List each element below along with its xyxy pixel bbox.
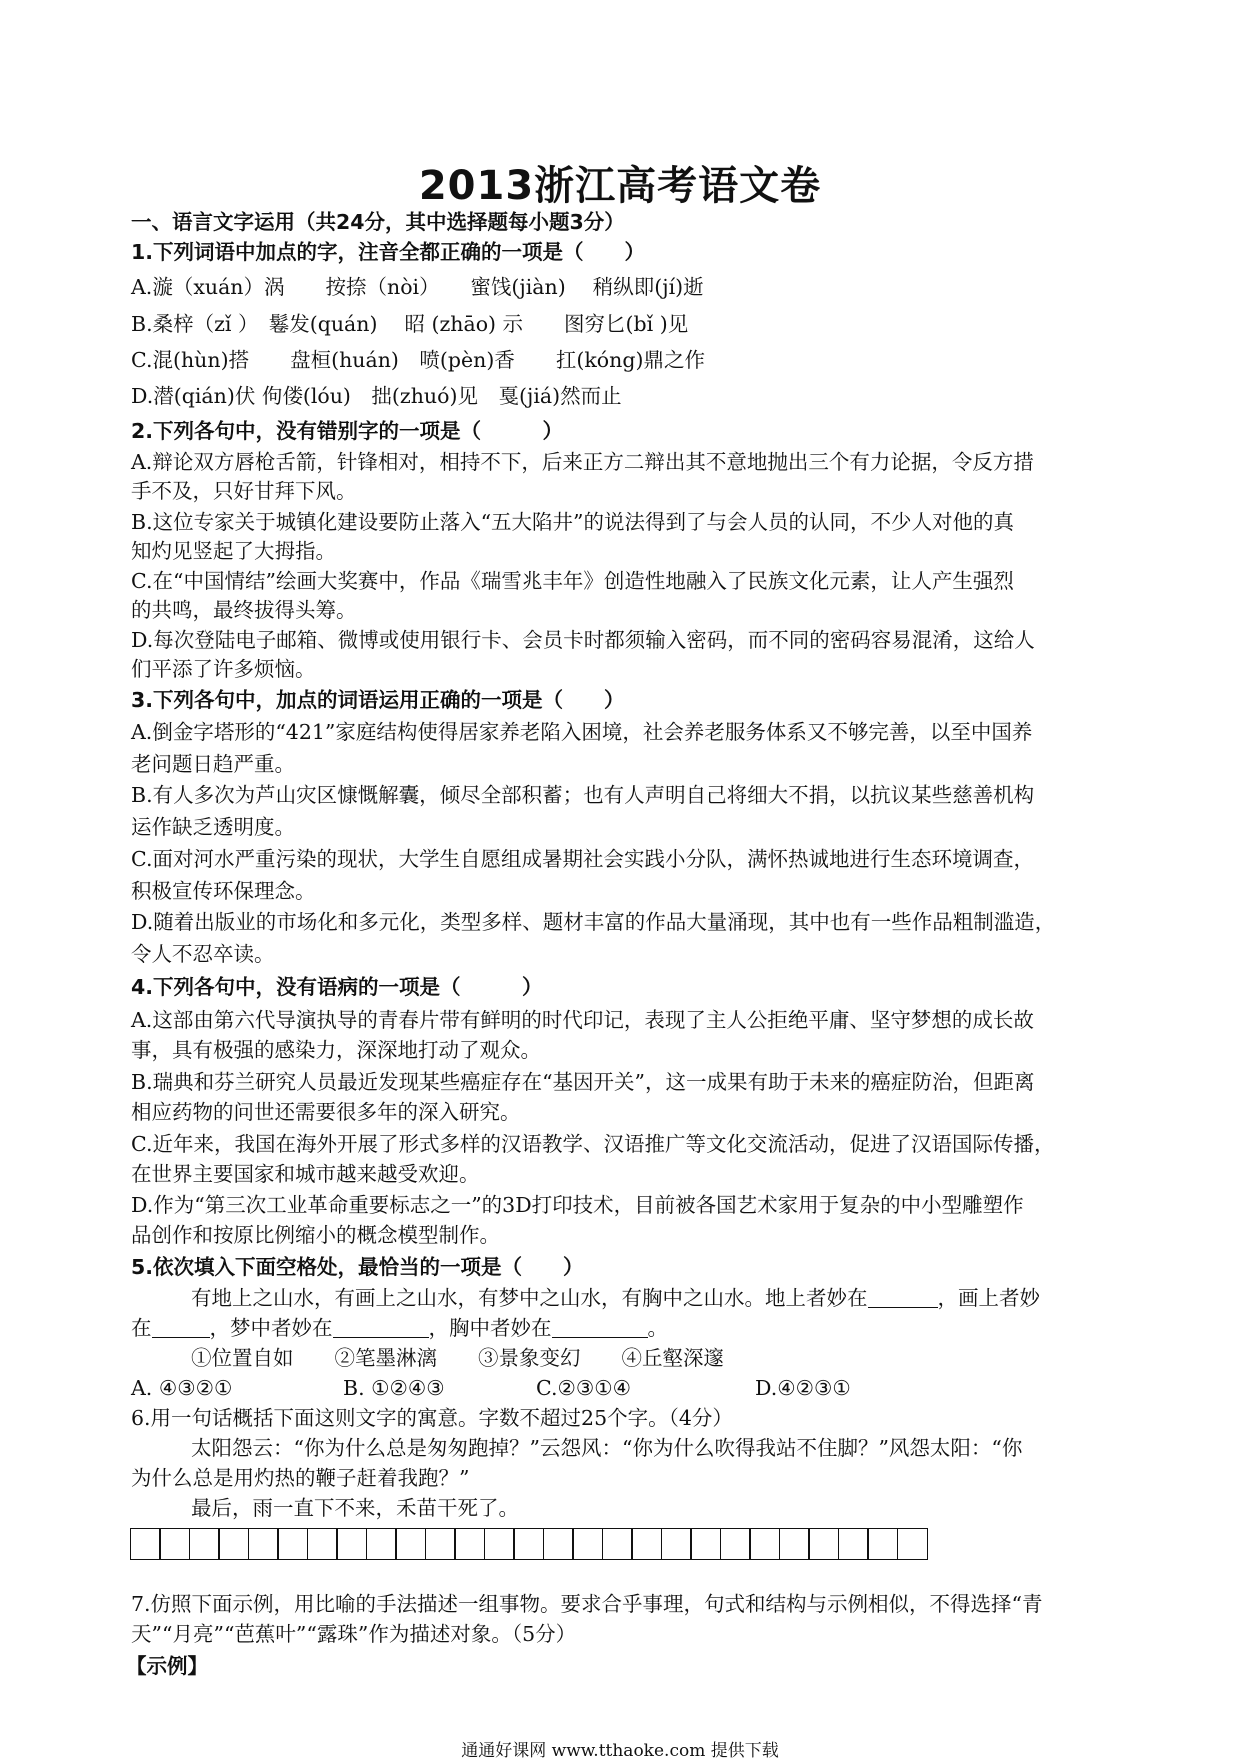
q5-passage-text-3: 在	[131, 1316, 152, 1340]
answer-grid-cell[interactable]	[897, 1528, 928, 1560]
answer-grid-cell[interactable]	[130, 1528, 161, 1560]
q5-option-d: D.④②③①	[755, 1376, 851, 1400]
answer-grid-cell[interactable]	[218, 1528, 249, 1560]
q3-option-a-line1: A.倒金字塔形的“421”家庭结构使得居家养老陷入困境，社会养老服务体系又不够完善，以至中国养	[131, 720, 1033, 744]
q5-option-b: B. ①②④③	[343, 1376, 445, 1400]
answer-grid-cell[interactable]	[838, 1528, 869, 1560]
q7-stem-line2: 天”“月亮”“芭蕉叶”“露珠”作为描述对象。（5分）	[131, 1622, 577, 1646]
q1-option-c: C.混(hùn)搭 盘桓(huán) 喷(pèn)香 扛(kóng)鼎之作	[131, 348, 705, 372]
answer-grid-cell[interactable]	[484, 1528, 515, 1560]
answer-grid-cell[interactable]	[631, 1528, 662, 1560]
q4-option-a-line1: A.这部由第六代导演执导的青春片带有鲜明的时代印记，表现了主人公拒绝平庸、坚守梦想的成长故	[131, 1008, 1034, 1032]
q3-stem: 3.下列各句中，加点的词语运用正确的一项是（ ）	[131, 688, 625, 712]
answer-grid-cell[interactable]	[159, 1528, 190, 1560]
answer-grid-cell[interactable]	[189, 1528, 220, 1560]
q5-passage-line1	[191, 1284, 1040, 1312]
answer-grid-cell[interactable]	[543, 1528, 574, 1560]
answer-grid-cell[interactable]	[661, 1528, 692, 1560]
q2-option-c-line1: C.在“中国情结”绘画大奖赛中，作品《瑞雪兆丰年》创造性地融入了民族文化元素，让人产生强烈	[131, 569, 1014, 593]
q5-passage-line2	[131, 1314, 668, 1342]
answer-grid-cell[interactable]	[307, 1528, 338, 1560]
q5-option-c: C.②③①④	[536, 1376, 631, 1400]
q1-option-b: B.桑梓（zǐ ） 鬈发(quán) 昭 (zhāo) 示 图穷匕(bǐ )见	[131, 312, 689, 336]
q6-passage-line2: 为什么总是用灼热的鞭子赶着我跑？”	[131, 1466, 470, 1490]
q5-passage-text-4: ，梦中者妙在	[209, 1316, 333, 1340]
q4-option-b-line2: 相应药物的问世还需要很多年的深入研究。	[131, 1100, 521, 1124]
answer-grid-cell[interactable]	[602, 1528, 633, 1560]
q6-passage-line1: 太阳怨云：“你为什么总是匆匆跑掉？”云怨风：“你为什么吹得我站不住脚？”风怨太阳：“你	[191, 1436, 1023, 1460]
q5-passage-text-6: 。	[647, 1316, 668, 1340]
answer-grid-cell[interactable]	[336, 1528, 367, 1560]
q3-option-a-line2: 老问题日趋严重。	[131, 752, 295, 776]
q4-option-b-line1: B.瑞典和芬兰研究人员最近发现某些癌症存在“基因开关”，这一成果有助于未来的癌症防治，但距离	[131, 1070, 1035, 1094]
q5-items: ①位置自如 ②笔墨淋漓 ③景象变幻 ④丘壑深邃	[191, 1346, 724, 1370]
q3-option-c-line2: 积极宣传环保理念。	[131, 879, 316, 903]
q2-option-a-line2: 手不及，只好甘拜下风。	[131, 479, 357, 503]
section-heading: 一、语言文字运用（共24分，其中选择题每小题3分）	[131, 210, 625, 234]
q3-option-b-line1: B.有人多次为芦山灾区慷慨解囊，倾尽全部积蓄；也有人声明自己将细大不捐，以抗议某些慈善机构	[131, 783, 1035, 807]
q5-blank-3	[333, 1317, 429, 1338]
q5-blank-2	[152, 1317, 210, 1338]
q1-option-a: A.漩（xuán）涡 按捺（nòi） 蜜饯(jiàn) 稍纵即(jí)逝	[131, 275, 704, 299]
q4-option-d-line2: 品创作和按原比例缩小的概念模型制作。	[131, 1223, 500, 1247]
q1-option-d: D.潜(qián)伏 佝偻(lóu) 拙(zhuó)见 戛(jiá)然而止	[131, 384, 622, 408]
q2-option-d-line2: 们平添了许多烦恼。	[131, 657, 316, 681]
exam-title: 2013浙江高考语文卷	[418, 163, 822, 209]
q5-passage-text-1: 有地上之山水，有画上之山水，有梦中之山水，有胸中之山水。地上者妙在	[191, 1286, 868, 1310]
q5-stem: 5.依次填入下面空格处，最恰当的一项是（ ）	[131, 1255, 584, 1279]
q7-stem-line1: 7.仿照下面示例，用比喻的手法描述一组事物。要求合乎事理，句式和结构与示例相似，不得选择“青	[131, 1592, 1043, 1616]
answer-grid-cell[interactable]	[425, 1528, 456, 1560]
answer-grid-cell[interactable]	[867, 1528, 898, 1560]
answer-grid-cell[interactable]	[720, 1528, 751, 1560]
q3-option-b-line2: 运作缺乏透明度。	[131, 815, 295, 839]
q3-option-d-line2: 令人不忍卒读。	[131, 942, 275, 966]
answer-grid-cell[interactable]	[808, 1528, 839, 1560]
q2-option-d-line1: D.每次登陆电子邮箱、微博或使用银行卡、会员卡时都须输入密码，而不同的密码容易混淆，这给人	[131, 628, 1035, 652]
q7-example-label: 【示例】	[126, 1654, 208, 1678]
q6-passage-line3: 最后，雨一直下不来，禾苗干死了。	[191, 1496, 519, 1520]
q1-stem: 1.下列词语中加点的字，注音全都正确的一项是（ ）	[131, 240, 646, 264]
q5-passage-text-5: ，胸中者妙在	[428, 1316, 552, 1340]
answer-grid-cell[interactable]	[779, 1528, 810, 1560]
q5-option-a: A. ④③②①	[131, 1376, 233, 1400]
answer-grid-cell[interactable]	[454, 1528, 485, 1560]
q4-option-c-line1: C.近年来，我国在海外开展了形式多样的汉语教学、汉语推广等文化交流活动，促进了汉语国际传播，	[131, 1132, 1055, 1156]
q6-answer-grid[interactable]	[131, 1528, 928, 1560]
answer-grid-cell[interactable]	[248, 1528, 279, 1560]
q2-option-b-line2: 知灼见竖起了大拇指。	[131, 539, 336, 563]
q6-stem: 6.用一句话概括下面这则文字的寓意。字数不超过25个字。（4分）	[131, 1406, 733, 1430]
q4-option-a-line2: 事，具有极强的感染力，深深地打动了观众。	[131, 1038, 541, 1062]
answer-grid-cell[interactable]	[690, 1528, 721, 1560]
answer-grid-cell[interactable]	[749, 1528, 780, 1560]
q2-option-c-line2: 的共鸣，最终拔得头筹。	[131, 598, 357, 622]
q2-option-a-line1: A.辩论双方唇枪舌箭，针锋相对，相持不下，后来正方二辩出其不意地抛出三个有力论据，令反方措	[131, 450, 1034, 474]
q5-passage-text-2: ，画上者妙	[937, 1286, 1040, 1310]
page-footer: 通通好课网 www.tthaoke.com 提供下载	[461, 1741, 779, 1761]
q2-stem: 2.下列各句中，没有错别字的一项是（ ）	[131, 419, 564, 443]
q5-blank-1	[868, 1287, 938, 1308]
q3-option-c-line1: C.面对河水严重污染的现状，大学生自愿组成暑期社会实践小分队，满怀热诚地进行生态环境调查，	[131, 847, 1034, 871]
answer-grid-cell[interactable]	[277, 1528, 308, 1560]
q3-option-d-line1: D.随着出版业的市场化和多元化，类型多样、题材丰富的作品大量涌现，其中也有一些作品粗制滥造，	[131, 910, 1056, 934]
q4-option-d-line1: D.作为“第三次工业革命重要标志之一”的3D打印技术，目前被各国艺术家用于复杂的中小型雕塑作	[131, 1193, 1024, 1217]
answer-grid-cell[interactable]	[366, 1528, 397, 1560]
q5-blank-4	[552, 1317, 648, 1338]
answer-grid-cell[interactable]	[395, 1528, 426, 1560]
q4-stem: 4.下列各句中，没有语病的一项是（ ）	[131, 975, 543, 999]
answer-grid-cell[interactable]	[513, 1528, 544, 1560]
q2-option-b-line1: B.这位专家关于城镇化建设要防止落入“五大陷井”的说法得到了与会人员的认同，不少人对他的真	[131, 510, 1015, 534]
answer-grid-cell[interactable]	[572, 1528, 603, 1560]
q4-option-c-line2: 在世界主要国家和城市越来越受欢迎。	[131, 1162, 480, 1186]
